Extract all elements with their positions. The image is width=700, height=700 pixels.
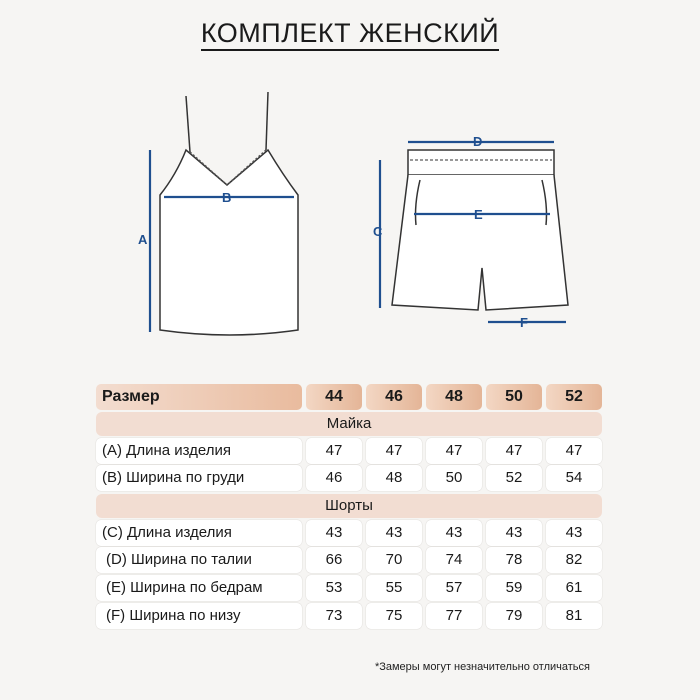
size-header-cell: 48 (426, 384, 482, 410)
row-label: (D) Ширина по талии (96, 547, 302, 573)
value-cell: 77 (426, 603, 482, 629)
value-cell: 48 (366, 465, 422, 491)
dimension-label-f: F (520, 315, 528, 330)
value-cell: 61 (546, 575, 602, 601)
value-cell: 74 (426, 547, 482, 573)
footnote: *Замеры могут незначительно отличаться (374, 661, 590, 673)
dimension-label-b: B (222, 190, 232, 205)
value-cell: 75 (366, 603, 422, 629)
size-header-cell: 50 (486, 384, 542, 410)
value-cell: 43 (366, 520, 422, 546)
section-title-shorts: Шорты (96, 494, 602, 518)
value-cell: 55 (366, 575, 422, 601)
page-title: КОМПЛЕКТ ЖЕНСКИЙ (0, 18, 700, 49)
dimension-label-a: A (138, 232, 148, 247)
dimension-label-d: D (473, 134, 483, 149)
size-header-cell: 46 (366, 384, 422, 410)
shorts-drawing (392, 150, 568, 310)
value-cell: 47 (486, 438, 542, 464)
value-cell: 82 (546, 547, 602, 573)
dimension-label-c: C (373, 224, 383, 239)
row-label: (F) Ширина по низу (96, 603, 302, 629)
value-cell: 52 (486, 465, 542, 491)
value-cell: 70 (366, 547, 422, 573)
value-cell: 66 (306, 547, 362, 573)
camisole-drawing (160, 92, 298, 335)
value-cell: 79 (486, 603, 542, 629)
value-cell: 43 (546, 520, 602, 546)
value-cell: 50 (426, 465, 482, 491)
value-cell: 47 (546, 438, 602, 464)
row-label: (E) Ширина по бедрам (96, 575, 302, 601)
size-header-cell: 52 (546, 384, 602, 410)
row-label: (A) Длина изделия (96, 438, 302, 464)
value-cell: 53 (306, 575, 362, 601)
row-label: (B) Ширина по груди (96, 465, 302, 491)
size-header-label: Размер (96, 384, 302, 410)
value-cell: 47 (426, 438, 482, 464)
value-cell: 59 (486, 575, 542, 601)
value-cell: 54 (546, 465, 602, 491)
value-cell: 47 (306, 438, 362, 464)
row-label: (C) Длина изделия (96, 520, 302, 546)
value-cell: 57 (426, 575, 482, 601)
value-cell: 47 (366, 438, 422, 464)
section-title-top: Майка (96, 412, 602, 436)
value-cell: 43 (486, 520, 542, 546)
value-cell: 73 (306, 603, 362, 629)
value-cell: 81 (546, 603, 602, 629)
size-header-cell: 44 (306, 384, 362, 410)
value-cell: 78 (486, 547, 542, 573)
value-cell: 43 (426, 520, 482, 546)
value-cell: 43 (306, 520, 362, 546)
dimension-label-e: E (474, 207, 483, 222)
value-cell: 46 (306, 465, 362, 491)
